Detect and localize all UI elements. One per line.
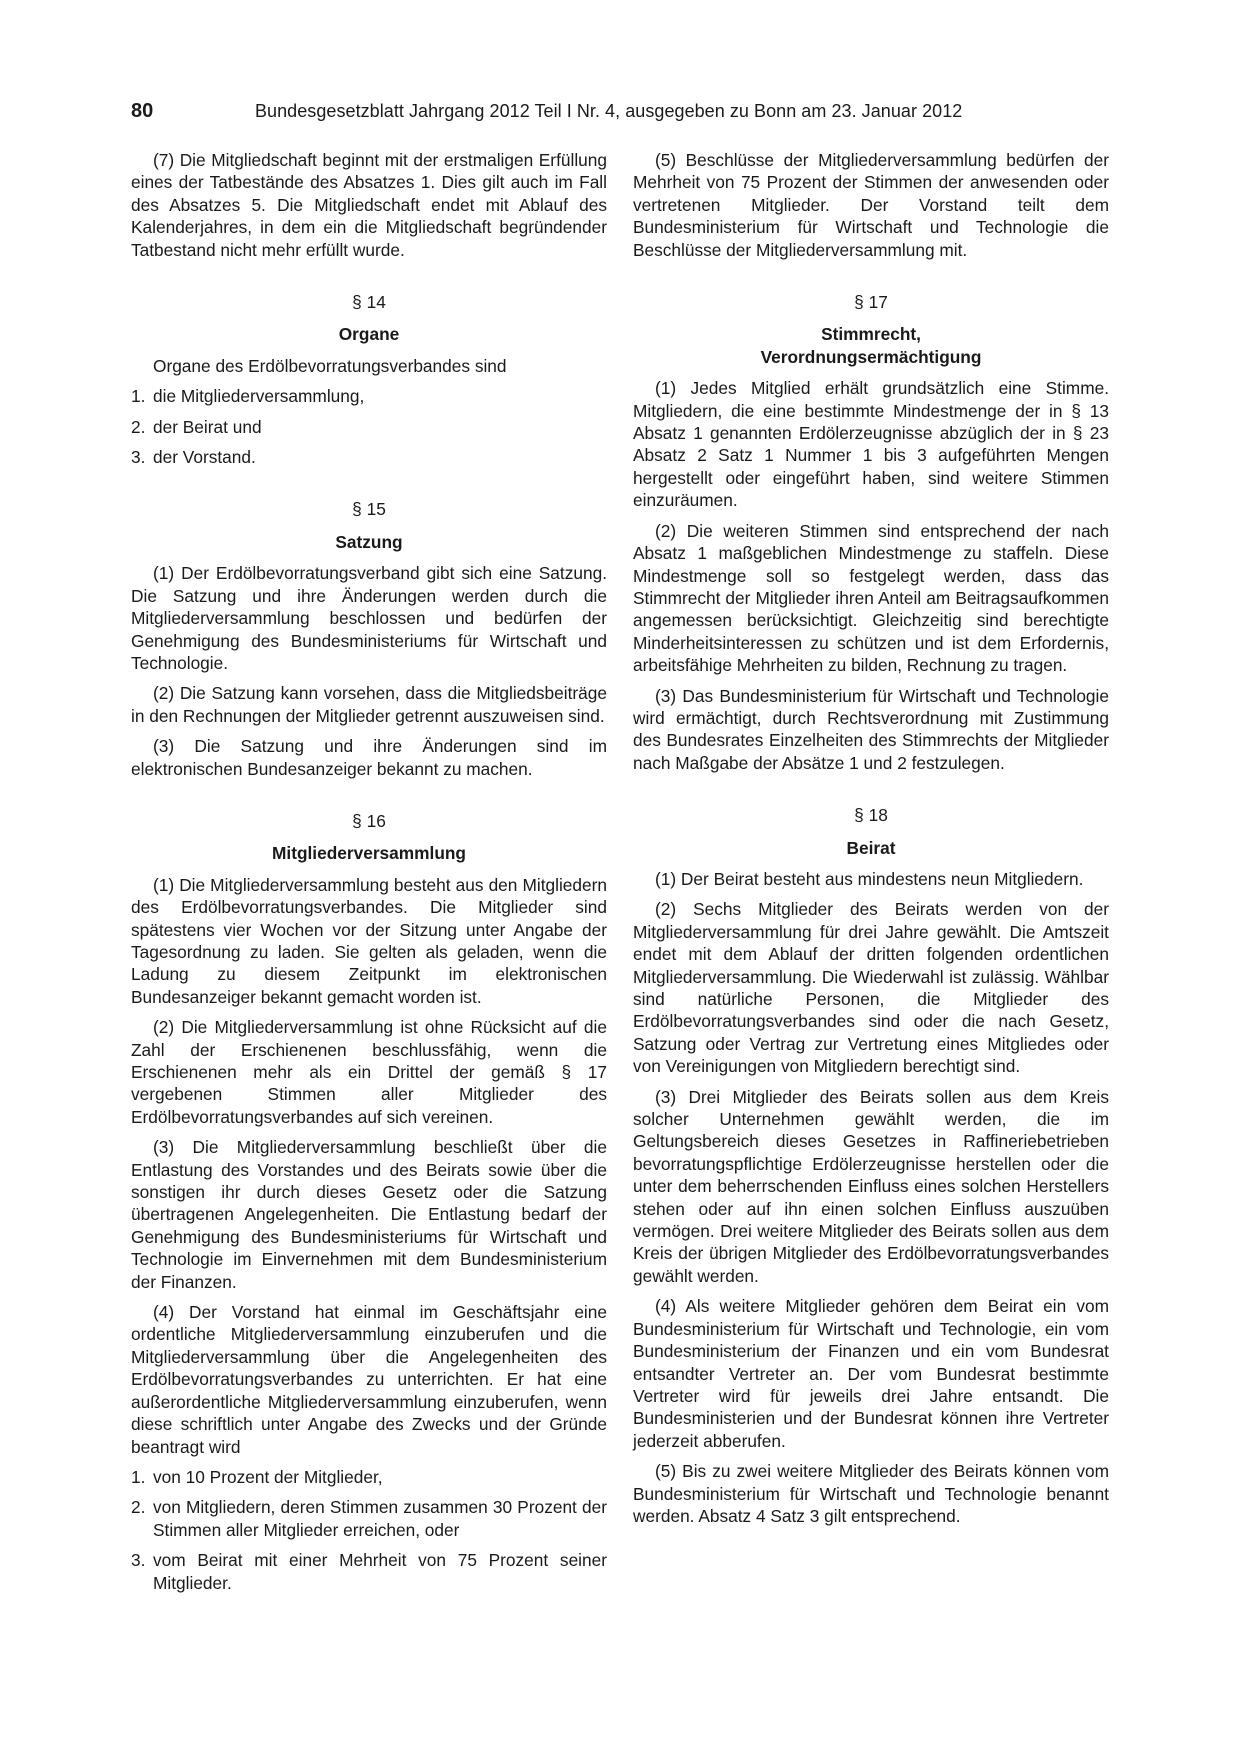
list-item xyxy=(131,416,607,438)
list-item xyxy=(131,1496,607,1541)
list-item xyxy=(131,1549,607,1594)
section-17-paragraph: (2) Die weiteren Stimmen sind entsprechend der nach Absatz 1 maßgeblichen Mindestmenge zu staffeln. Diese Mindestmenge soll so festgelegt werden, dass das Stimmrecht der Mitglieder ihren Anteil am Beitragsaufkommen angemessen berücksichtigt. Gleichzeitig sind berechtigte Minderheitsinteressen zu schützen und ist dem Erfordernis, arbeitsfähige Mehrheiten zu bilden, Rechnung zu tragen. xyxy=(633,520,1109,676)
section-16-title: Mitgliederversammlung xyxy=(272,843,466,864)
section-17-title-line-2: Verordnungsermächtigung xyxy=(760,346,982,367)
list-marker: 1. xyxy=(131,386,146,407)
section-14-number: § 14 xyxy=(352,292,386,313)
section-18-paragraph: (5) Bis zu zwei weitere Mitglieder des Beirats können vom Bundesministerium für Wirtschaft und Technologie benannt werden. Absatz 4 Satz 3 gilt entsprechend. xyxy=(633,1461,1109,1526)
section-16-paragraph: (1) Die Mitgliederversammlung besteht aus den Mitgliedern des Erdölbevorratungsverbandes. Die Mitglieder sind spätestens vier Wochen vor der Sitzung unter Angabe der Tagesordnung zu laden. Sie gelten als geladen, wenn die Ladung zu diesem Zeitpunkt im elektronischen Bundesanzeiger bekannt gemacht worden ist. xyxy=(131,874,607,1007)
section-18-paragraph: (4) Als weitere Mitglieder gehören dem Beirat ein vom Bundesministerium für Wirtschaft und Technologie, ein vom Bundesministerium der Finanzen und ein vom Bundesrat entsandter Vertreter an. Der vom Bundesrat bestimmte Vertreter wird für jeweils drei Jahre entsandt. Die Bundesministerien und der Bundesrat können ihre Vertreter jederzeit abberufen. xyxy=(633,1296,1109,1451)
section-16-paragraph: (2) Die Mitgliederversammlung ist ohne Rücksicht auf die Zahl der Erschienenen beschlussfähig, wenn die Erschienenen mehr als ein Drittel der gemäß § 17 vergebenen Stimmen aller Mitglieder des Erdölbevorratungsverbandes auf sich vereinen. xyxy=(131,1017,607,1127)
section-17-number: § 17 xyxy=(854,292,888,313)
list-item-text: von 10 Prozent der Mitglieder, xyxy=(153,1466,383,1487)
paragraph-13-7: (7) Die Mitgliedschaft beginnt mit der erstmaligen Erfüllung eines der Tatbestände des Absatzes 1. Dies gilt auch im Fall des Absatzes 5. Die Mitgliedschaft endet mit Ablauf des Kalenderjahres, in dem ein die Mitgliedschaft begründender Tatbestand nicht mehr erfüllt wurde. xyxy=(131,150,607,260)
section-15-paragraph: (3) Die Satzung und ihre Änderungen sind im elektronischen Bundesanzeiger bekannt zu machen. xyxy=(131,736,607,779)
section-15-title: Satzung xyxy=(335,531,403,552)
list-marker: 3. xyxy=(131,447,146,468)
running-title: Bundesgesetzblatt Jahrgang 2012 Teil I Nr. 4, ausgegeben zu Bonn am 23. Januar 2012 xyxy=(255,101,963,121)
list-marker: 2. xyxy=(131,1497,146,1518)
section-18-title: Beirat xyxy=(846,837,896,858)
list-item xyxy=(131,1466,607,1488)
section-18-paragraph: (3) Drei Mitglieder des Beirats sollen aus dem Kreis solcher Unternehmen gewählt werden, die im Geltungsbereich dieses Gesetzes in Raffineriebetrieben bevorratungspflichtige Erdölerzeugnisse herstellen oder die unter dem beherrschenden Einfluss eines solchen Herstellers stehen oder auf ihn einen solchen Einfluss auszuüben vermögen. Drei weitere Mitglieder des Beirats sollen aus dem Kreis der übrigen Mitglieder des Erdölbevorratungsverbandes gewählt werden. xyxy=(633,1086,1109,1286)
section-14-intro: Organe des Erdölbevorratungsverbandes sind xyxy=(153,355,507,376)
section-16-number: § 16 xyxy=(352,810,386,831)
section-18-paragraph: (2) Sechs Mitglieder des Beirats werden von der Mitgliederversammlung für drei Jahre gewählt. Die Amtszeit endet mit dem Ablauf der dritten folgenden ordentlichen Mitgliederversammlung. Die Wiederwahl ist zulässig. Wählbar sind natürliche Personen, die Mitglieder des Erdölbevorratungsverbandes sind oder die nach Gesetz, Satzung oder Vertrag zur Vertretung eines Mitgliedes oder von Vereinigungen von Mitgliedern berechtigt sind. xyxy=(633,899,1109,1077)
section-18-paragraph: (1) Der Beirat besteht aus mindestens neun Mitgliedern. xyxy=(655,868,1084,889)
list-item xyxy=(131,446,607,468)
list-marker: 1. xyxy=(131,1466,146,1487)
list-item-text: vom Beirat mit einer Mehrheit von 75 Prozent seiner Mitglieder. xyxy=(153,1550,607,1593)
list-item-text: die Mitgliederversammlung, xyxy=(153,386,365,407)
right-column xyxy=(633,149,1109,1535)
page-number: 80 xyxy=(131,100,154,122)
list-item xyxy=(131,385,607,407)
page-header xyxy=(131,100,1111,130)
section-17-paragraph: (1) Jedes Mitglied erhält grundsätzlich eine Stimme. Mitgliedern, die eine bestimmte Mindestmenge der in § 13 Absatz 1 genannten Erdölerzeugnisse abzüglich der in § 23 Absatz 2 Satz 1 Nummer 1 bis 3 aufgeführten Mengen hergestellt oder eingeführt haben, sind weitere Stimmen einzuräumen. xyxy=(633,378,1109,511)
section-17-title-line-1: Stimmrecht, xyxy=(821,324,921,345)
list-item-text: der Beirat und xyxy=(153,416,262,437)
list-item-text: der Vorstand. xyxy=(153,447,256,468)
section-17-paragraph: (3) Das Bundesministerium für Wirtschaft und Technologie wird ermächtigt, durch Rechtsverordnung mit Zustimmung des Bundesrates Einzelheiten des Stimmrechts der Mitglieder nach Maßgabe der Absätze 1 und 2 festzulegen. xyxy=(633,685,1109,773)
section-16-paragraph: (4) Der Vorstand hat einmal im Geschäftsjahr eine ordentliche Mitgliederversammlung einzuberufen und die Mitgliederversammlung über die Angelegenheiten des Erdölbevorratungsverbandes zu unterrichten. Er hat eine außerordentliche Mitgliederversammlung einzuberufen, wenn diese schriftlich unter Angabe des Zwecks und der Gründe beantragt wird xyxy=(131,1302,607,1457)
paragraph-16-5: (5) Beschlüsse der Mitgliederversammlung bedürfen der Mehrheit von 75 Prozent der Stimmen der anwesenden oder vertretenen Mitglieder. Der Vorstand teilt dem Bundesministerium für Wirtschaft und Technologie die Beschlüsse der Mitgliederversammlung mit. xyxy=(633,150,1109,260)
left-column xyxy=(131,149,607,1602)
section-15-number: § 15 xyxy=(352,499,386,520)
section-15-paragraph: (2) Die Satzung kann vorsehen, dass die Mitgliedsbeiträge in den Rechnungen der Mitglieder getrennt auszuweisen sind. xyxy=(131,683,607,726)
section-15-paragraph: (1) Der Erdölbevorratungsverband gibt sich eine Satzung. Die Satzung und ihre Änderungen werden durch die Mitgliederversammlung beschlossen und bedürfen der Genehmigung des Bundesministeriums für Wirtschaft und Technologie. xyxy=(131,563,607,673)
list-item-text: von Mitgliedern, deren Stimmen zusammen 30 Prozent der Stimmen aller Mitglieder erreichen, oder xyxy=(153,1497,607,1540)
list-marker: 3. xyxy=(131,1550,146,1571)
section-18-number: § 18 xyxy=(854,805,888,826)
list-marker: 2. xyxy=(131,416,146,437)
section-14-title: Organe xyxy=(338,324,400,345)
section-16-paragraph: (3) Die Mitgliederversammlung beschließt über die Entlastung des Vorstandes und des Beirats sowie über die sonstigen ihr durch dieses Gesetz oder die Satzung übertragenen Angelegenheiten. Die Entlastung bedarf der Genehmigung des Bundesministeriums für Wirtschaft und Technologie im Einvernehmen mit dem Bundesministerium der Finanzen. xyxy=(131,1137,607,1292)
